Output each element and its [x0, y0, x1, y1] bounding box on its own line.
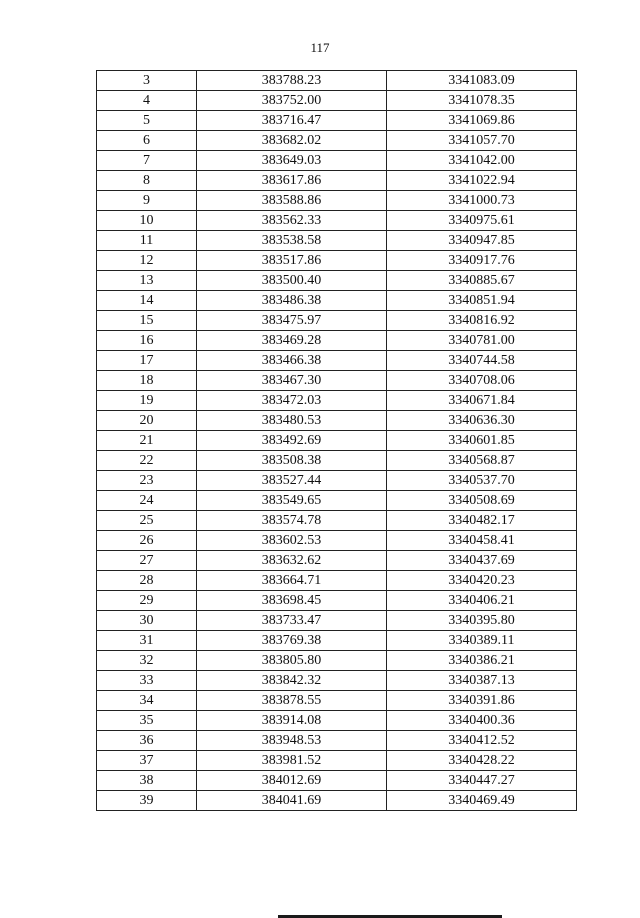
table-row	[97, 691, 577, 711]
table-row	[97, 231, 577, 251]
y-coordinate-cell: 3340469.49	[387, 791, 577, 811]
point-number-cell: 20	[97, 411, 197, 431]
table-row	[97, 531, 577, 551]
x-coordinate-cell: 384041.69	[197, 791, 387, 811]
y-coordinate-cell: 3340482.17	[387, 511, 577, 531]
y-coordinate-cell: 3340508.69	[387, 491, 577, 511]
point-number-cell: 21	[97, 431, 197, 451]
y-coordinate-cell: 3341083.09	[387, 71, 577, 91]
point-number-cell: 14	[97, 291, 197, 311]
point-number-cell: 4	[97, 91, 197, 111]
table-row	[97, 651, 577, 671]
y-coordinate-cell: 3340447.27	[387, 771, 577, 791]
x-coordinate-cell: 383632.62	[197, 551, 387, 571]
table-row	[97, 511, 577, 531]
y-coordinate-cell: 3340708.06	[387, 371, 577, 391]
point-number-cell: 30	[97, 611, 197, 631]
x-coordinate-cell: 383562.33	[197, 211, 387, 231]
table-row	[97, 431, 577, 451]
y-coordinate-cell: 3340537.70	[387, 471, 577, 491]
point-number-cell: 27	[97, 551, 197, 571]
table-row	[97, 491, 577, 511]
x-coordinate-cell: 383914.08	[197, 711, 387, 731]
x-coordinate-cell: 383617.86	[197, 171, 387, 191]
x-coordinate-cell: 383480.53	[197, 411, 387, 431]
y-coordinate-cell: 3340406.21	[387, 591, 577, 611]
point-number-cell: 29	[97, 591, 197, 611]
table-row	[97, 351, 577, 371]
point-number-cell: 39	[97, 791, 197, 811]
y-coordinate-cell: 3340851.94	[387, 291, 577, 311]
point-number-cell: 25	[97, 511, 197, 531]
point-number-cell: 7	[97, 151, 197, 171]
x-coordinate-cell: 383981.52	[197, 751, 387, 771]
y-coordinate-cell: 3340636.30	[387, 411, 577, 431]
point-number-cell: 9	[97, 191, 197, 211]
y-coordinate-cell: 3341042.00	[387, 151, 577, 171]
table-row	[97, 291, 577, 311]
table-row	[97, 471, 577, 491]
y-coordinate-cell: 3340947.85	[387, 231, 577, 251]
table-row	[97, 251, 577, 271]
table-row	[97, 731, 577, 751]
table-row	[97, 271, 577, 291]
y-coordinate-cell: 3340387.13	[387, 671, 577, 691]
y-coordinate-cell: 3340885.67	[387, 271, 577, 291]
x-coordinate-cell: 383948.53	[197, 731, 387, 751]
y-coordinate-cell: 3340568.87	[387, 451, 577, 471]
point-number-cell: 24	[97, 491, 197, 511]
table-row	[97, 111, 577, 131]
table-row	[97, 151, 577, 171]
table-row	[97, 331, 577, 351]
table-row	[97, 91, 577, 111]
x-coordinate-cell: 383475.97	[197, 311, 387, 331]
x-coordinate-cell: 383500.40	[197, 271, 387, 291]
point-number-cell: 28	[97, 571, 197, 591]
x-coordinate-cell: 383649.03	[197, 151, 387, 171]
table-row	[97, 751, 577, 771]
table-row	[97, 551, 577, 571]
point-number-cell: 26	[97, 531, 197, 551]
x-coordinate-cell: 383588.86	[197, 191, 387, 211]
y-coordinate-cell: 3341022.94	[387, 171, 577, 191]
y-coordinate-cell: 3341069.86	[387, 111, 577, 131]
point-number-cell: 33	[97, 671, 197, 691]
y-coordinate-cell: 3340601.85	[387, 431, 577, 451]
y-coordinate-cell: 3340781.00	[387, 331, 577, 351]
point-number-cell: 15	[97, 311, 197, 331]
table-row	[97, 171, 577, 191]
point-number-cell: 34	[97, 691, 197, 711]
point-number-cell: 17	[97, 351, 197, 371]
x-coordinate-cell: 383752.00	[197, 91, 387, 111]
x-coordinate-cell: 383549.65	[197, 491, 387, 511]
point-number-cell: 16	[97, 331, 197, 351]
y-coordinate-cell: 3340386.21	[387, 651, 577, 671]
table-row	[97, 631, 577, 651]
point-number-cell: 3	[97, 71, 197, 91]
table-row	[97, 71, 577, 91]
y-coordinate-cell: 3340400.36	[387, 711, 577, 731]
x-coordinate-cell: 383538.58	[197, 231, 387, 251]
x-coordinate-cell: 383467.30	[197, 371, 387, 391]
table-row	[97, 191, 577, 211]
x-coordinate-cell: 383716.47	[197, 111, 387, 131]
x-coordinate-cell: 383472.03	[197, 391, 387, 411]
x-coordinate-cell: 383842.32	[197, 671, 387, 691]
x-coordinate-cell: 383492.69	[197, 431, 387, 451]
y-coordinate-cell: 3340816.92	[387, 311, 577, 331]
point-number-cell: 6	[97, 131, 197, 151]
coordinate-table	[96, 70, 577, 811]
y-coordinate-cell: 3340428.22	[387, 751, 577, 771]
x-coordinate-cell: 384012.69	[197, 771, 387, 791]
table-row	[97, 131, 577, 151]
point-number-cell: 13	[97, 271, 197, 291]
table-row	[97, 711, 577, 731]
y-coordinate-cell: 3341078.35	[387, 91, 577, 111]
table-row	[97, 591, 577, 611]
table-row	[97, 611, 577, 631]
x-coordinate-cell: 383878.55	[197, 691, 387, 711]
page-number: 117	[310, 40, 330, 55]
point-number-cell: 22	[97, 451, 197, 471]
table-row	[97, 371, 577, 391]
x-coordinate-cell: 383574.78	[197, 511, 387, 531]
coordinate-table-body	[97, 71, 577, 811]
point-number-cell: 38	[97, 771, 197, 791]
point-number-cell: 12	[97, 251, 197, 271]
point-number-cell: 31	[97, 631, 197, 651]
table-row	[97, 571, 577, 591]
x-coordinate-cell: 383517.86	[197, 251, 387, 271]
table-row	[97, 791, 577, 811]
y-coordinate-cell: 3340412.52	[387, 731, 577, 751]
y-coordinate-cell: 3340917.76	[387, 251, 577, 271]
x-coordinate-cell: 383733.47	[197, 611, 387, 631]
x-coordinate-cell: 383769.38	[197, 631, 387, 651]
point-number-cell: 18	[97, 371, 197, 391]
y-coordinate-cell: 3340420.23	[387, 571, 577, 591]
y-coordinate-cell: 3340975.61	[387, 211, 577, 231]
table-row	[97, 411, 577, 431]
table-row	[97, 311, 577, 331]
y-coordinate-cell: 3340458.41	[387, 531, 577, 551]
table-row	[97, 451, 577, 471]
x-coordinate-cell: 383486.38	[197, 291, 387, 311]
point-number-cell: 5	[97, 111, 197, 131]
y-coordinate-cell: 3340389.11	[387, 631, 577, 651]
x-coordinate-cell: 383805.80	[197, 651, 387, 671]
y-coordinate-cell: 3340437.69	[387, 551, 577, 571]
point-number-cell: 11	[97, 231, 197, 251]
x-coordinate-cell: 383508.38	[197, 451, 387, 471]
table-row	[97, 391, 577, 411]
y-coordinate-cell: 3340391.86	[387, 691, 577, 711]
x-coordinate-cell: 383527.44	[197, 471, 387, 491]
point-number-cell: 37	[97, 751, 197, 771]
y-coordinate-cell: 3341057.70	[387, 131, 577, 151]
x-coordinate-cell: 383682.02	[197, 131, 387, 151]
point-number-cell: 32	[97, 651, 197, 671]
point-number-cell: 36	[97, 731, 197, 751]
point-number-cell: 19	[97, 391, 197, 411]
table-row	[97, 671, 577, 691]
x-coordinate-cell: 383469.28	[197, 331, 387, 351]
x-coordinate-cell: 383664.71	[197, 571, 387, 591]
table-row	[97, 771, 577, 791]
point-number-cell: 35	[97, 711, 197, 731]
point-number-cell: 8	[97, 171, 197, 191]
x-coordinate-cell: 383602.53	[197, 531, 387, 551]
point-number-cell: 10	[97, 211, 197, 231]
y-coordinate-cell: 3340744.58	[387, 351, 577, 371]
y-coordinate-cell: 3341000.73	[387, 191, 577, 211]
x-coordinate-cell: 383466.38	[197, 351, 387, 371]
x-coordinate-cell: 383788.23	[197, 71, 387, 91]
table-row	[97, 211, 577, 231]
y-coordinate-cell: 3340395.80	[387, 611, 577, 631]
point-number-cell: 23	[97, 471, 197, 491]
x-coordinate-cell: 383698.45	[197, 591, 387, 611]
y-coordinate-cell: 3340671.84	[387, 391, 577, 411]
